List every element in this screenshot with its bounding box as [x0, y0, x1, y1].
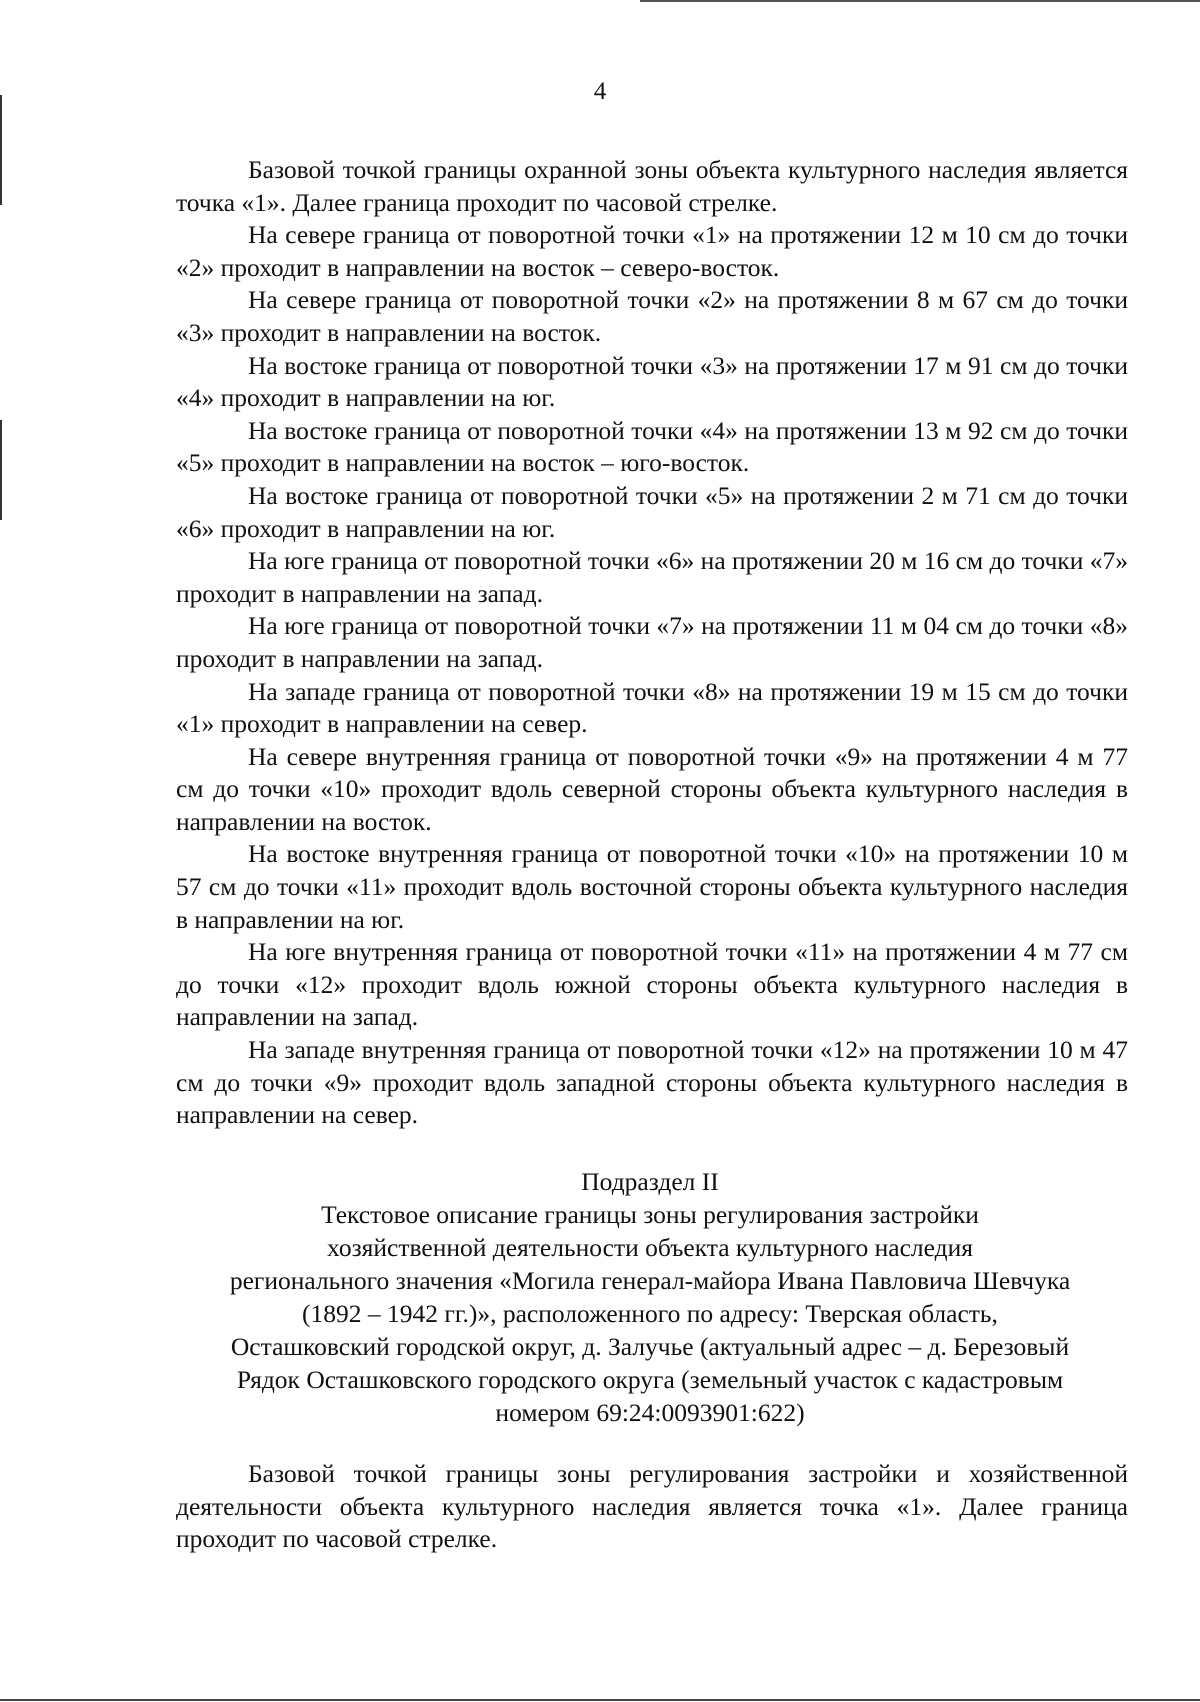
- subsection-title-line: Текстовое описание границы зоны регулирования застройки: [321, 1200, 979, 1229]
- scan-edge-left: [0, 95, 2, 205]
- scan-edge-top: [640, 0, 1200, 2]
- subsection-title-line: номером 69:24:0093901:622): [495, 1398, 805, 1427]
- scan-edge-left: [0, 420, 2, 520]
- paragraph: На западе внутренняя граница от поворотной точки «12» на протяжении 10 м 47 см до точки «9» проходит вдоль западной стороны объекта культурного наследия в направлении на север.: [176, 1035, 1128, 1130]
- subsection-heading: [150, 1165, 1150, 1429]
- paragraph: На юге граница от поворотной точки «6» на протяжении 20 м 16 см до точки «7» проходит в направлении на запад.: [176, 546, 1128, 608]
- page-number: 4: [593, 78, 607, 105]
- boundary-description: [176, 154, 1128, 1132]
- paragraph: Базовой точкой границы охранной зоны объекта культурного наследия является точка «1». Далее граница проходит по часовой стрелке.: [176, 155, 1128, 217]
- paragraph: На востоке граница от поворотной точки «5» на протяжении 2 м 71 см до точки «6» проходит в направлении на юг.: [176, 480, 1128, 543]
- scan-edge-bottom: [0, 1699, 1200, 1701]
- paragraph: На востоке граница от поворотной точки «3» на протяжении 17 м 91 см до точки «4» проходит в направлении на юг.: [176, 350, 1128, 413]
- paragraph: На севере внутренняя граница от поворотной точки «9» на протяжении 4 м 77 см до точки «10» проходит вдоль северной стороны объекта культурного наследия в направлении на восток.: [176, 741, 1128, 836]
- zone-description: [176, 1458, 1128, 1556]
- paragraph: На севере граница от поворотной точки «1» на протяжении 12 м 10 см до точки «2» проходит в направлении на восток – северо-восток.: [176, 220, 1128, 282]
- subsection-title-line: Рядок Осташковского городского округа (земельный участок с кадастровым: [236, 1365, 1064, 1394]
- subsection-title-line: регионального значения «Могила генерал-майора Ивана Павловича Шевчука: [229, 1266, 1071, 1295]
- subsection-title-line: (1892 – 1942 гг.)», расположенного по адресу: Тверская область,: [302, 1299, 998, 1328]
- paragraph: Базовой точкой границы зоны регулирования застройки и хозяйственной деятельности объекта культурного наследия является точка «1». Далее граница проходит по часовой стрелке.: [176, 1459, 1128, 1554]
- subsection-title-line: хозяйственной деятельности объекта культурного наследия: [327, 1233, 973, 1262]
- subsection-label: Подраздел II: [581, 1167, 719, 1196]
- paragraph: На востоке внутренняя граница от поворотной точки «10» на протяжении 10 м 57 см до точки «11» проходит вдоль восточной стороны объекта культурного наследия в направлении на юг.: [176, 839, 1128, 934]
- paragraph: На юге граница от поворотной точки «7» на протяжении 11 м 04 см до точки «8» проходит в направлении на запад.: [176, 611, 1128, 673]
- paragraph: На юге внутренняя граница от поворотной точки «11» на протяжении 4 м 77 см до точки «12» проходит вдоль южной стороны объекта культурного наследия в направлении на запад.: [176, 937, 1128, 1032]
- paragraph: На востоке граница от поворотной точки «4» на протяжении 13 м 92 см до точки «5» проходит в направлении на восток – юго-восток.: [176, 415, 1128, 478]
- subsection-title-line: Осташковский городской округ, д. Залучье (актуальный адрес – д. Березовый: [230, 1332, 1070, 1361]
- paragraph: На западе граница от поворотной точки «8» на протяжении 19 м 15 см до точки «1» проходит в направлении на север.: [176, 676, 1128, 739]
- paragraph: На севере граница от поворотной точки «2» на протяжении 8 м 67 см до точки «3» проходит в направлении на восток.: [176, 285, 1128, 347]
